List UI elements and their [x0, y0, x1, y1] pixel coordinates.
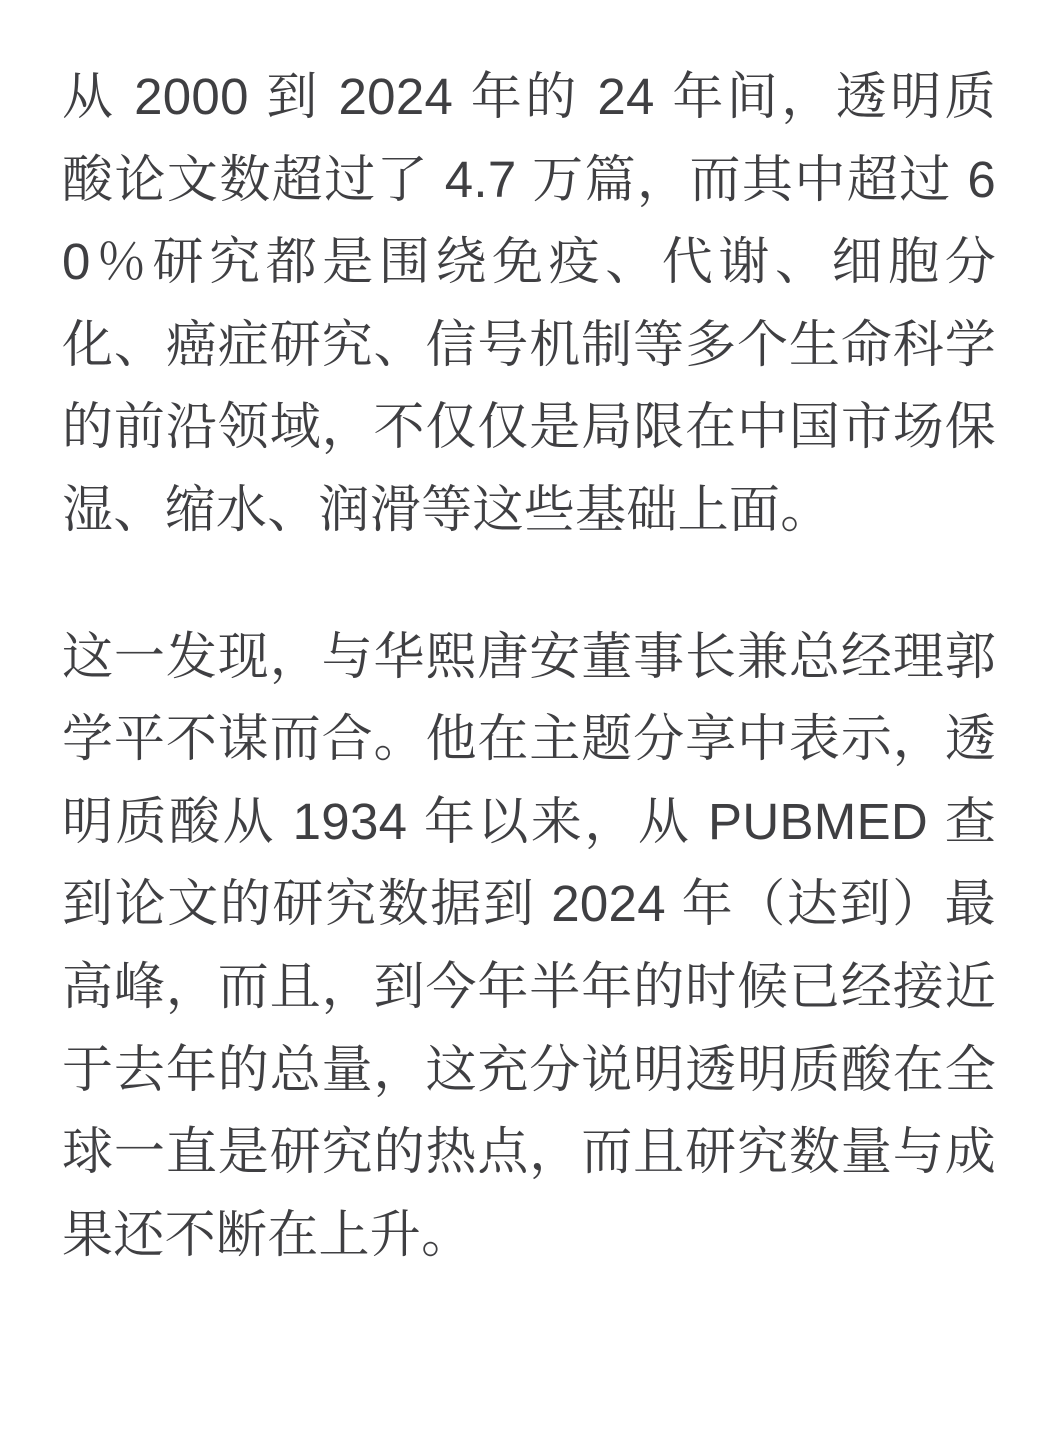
article-body [62, 56, 996, 1277]
body-paragraph: 从 2000 到 2024 年的 24 年间，透明质酸论文数超过了 4.7 万篇，而其中超过 60％研究都是围绕免疫、代谢、细胞分化、癌症研究、信号机制等多个生命科学的前沿领域，不仅仅是局限在中国市场保湿、缩水、润滑等这些基础上面。 [62, 68, 996, 539]
body-paragraph: 这一发现，与华熙唐安董事长兼总经理郭学平不谋而合。他在主题分享中表示，透明质酸从 1934 年以来，从 PUBMED 查到论文的研究数据到 2024 年（达到）最高峰，而且，到今年半年的时候已经接近于去年的总量，这充分说明透明质酸在全球一直是研究的热点，而且研究数量与成果还不断在上升。 [62, 627, 996, 1263]
